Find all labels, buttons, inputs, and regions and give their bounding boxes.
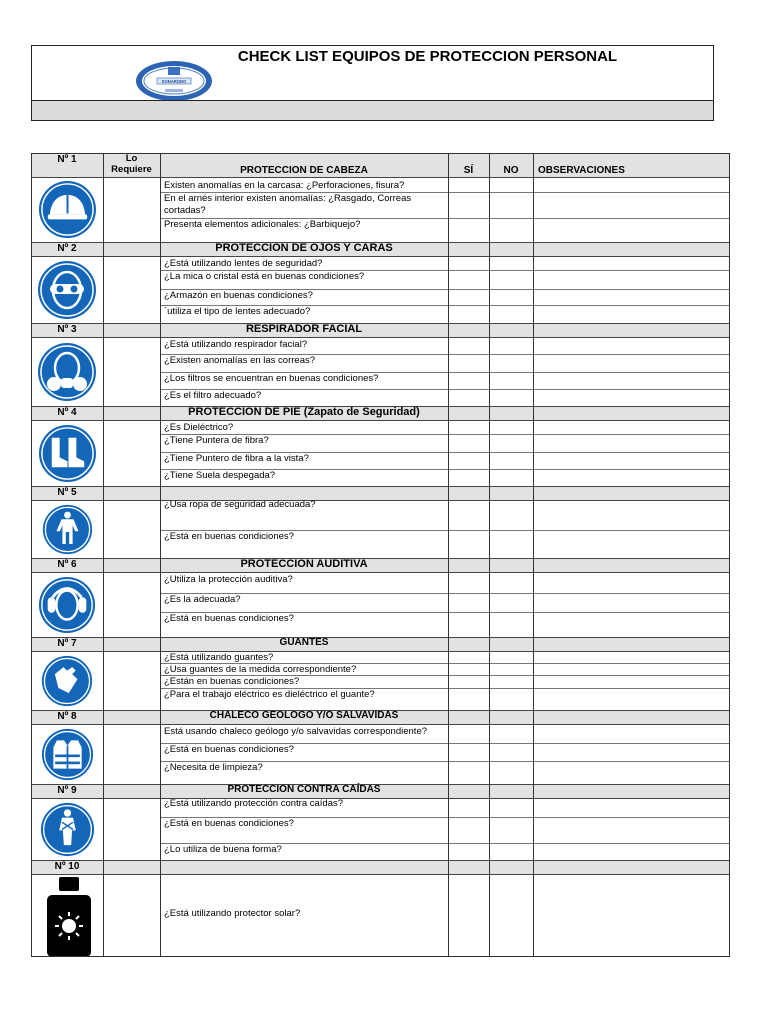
question-text: Existen anomalías en la carcasa: ¿Perforaciones, fisura? [164,180,405,191]
header-num: Nº 1 [57,154,77,165]
section-number: Nº 5 [57,487,77,498]
question-text: ¿Usa guantes de la medida correspondiente? [164,664,357,675]
question-text: Presenta elementos adicionales: ¿Barbiquejo? [164,219,361,230]
checklist-table [31,153,730,957]
section-number: Nº 6 [57,559,77,570]
column-divider [448,153,449,957]
column-divider [103,153,104,957]
section-number: Nº 10 [54,861,80,872]
company-logo [135,60,213,102]
question-text: ¿Está en buenas condiciones? [164,531,294,542]
question-text: ¿Es la adecuada? [164,594,241,605]
header-observations: OBSERVACIONES [538,165,625,176]
question-text: ¿Lo utiliza de buena forma? [164,844,282,855]
section-number: Nº 8 [57,711,77,722]
section-title: PROTECCION DE OJOS Y CARAS [215,242,393,254]
header-category: PROTECCION DE CABEZA [240,165,368,176]
question-text: ¿Es Dieléctrico? [164,422,234,433]
question-text: ´utiliza el tipo de lentes adecuado? [164,306,311,317]
section-title: RESPIRADOR FACIAL [245,323,363,335]
question-text: ¿La mica o cristal está en buenas condiciones? [164,271,365,282]
question-text: ¿Es el filtro adecuado? [164,390,262,401]
column-divider [533,153,534,957]
question-text: ¿Está utilizando guantes? [164,652,274,663]
section-title: GUANTES [279,637,329,648]
section-number: Nº 3 [57,324,77,335]
header-requires: Lo Requiere [111,153,152,175]
section-title: CHALECO GEOLOGO Y/O SALVAVIDAS [209,710,399,721]
question-text: ¿Tiene Puntero de fibra a la vista? [164,453,309,464]
question-text: ¿Los filtros se encuentran en buenas condiciones? [164,373,379,384]
question-text: ¿Está en buenas condiciones? [164,744,294,755]
question-text: ¿Tiene Puntera de fibra? [164,435,269,446]
header-bar [32,100,713,120]
question-text: ¿Tiene Suela despegada? [164,470,276,481]
question-text: Está usando chaleco geólogo y/o salvavidas correspondiente? [164,726,428,737]
section-number: Nº 4 [57,407,77,418]
question-text: ¿Está utilizando protección contra caídas? [164,798,344,809]
question-text: ¿Está utilizando lentes de seguridad? [164,258,323,269]
question-text: ¿Para el trabajo eléctrico es dieléctrico el guante? [164,689,375,700]
section-title: PROTECCION AUDITIVA [240,558,368,570]
section-title: PROTECCION DE PIE (Zapato de Seguridad) [188,406,420,418]
column-divider [160,153,161,957]
question-text: ¿Está utilizando protector solar? [164,908,301,919]
section-number: Nº 7 [57,638,77,649]
question-text: ¿Usa ropa de seguridad adecuada? [164,499,316,510]
section-number: Nº 2 [57,243,77,254]
header-no: NO [503,165,519,176]
question-text: ¿Está en buenas condiciones? [164,818,294,829]
document-title: CHECK LIST EQUIPOS DE PROTECCION PERSONAL [237,48,618,65]
question-text: ¿Están en buenas condiciones? [164,676,300,687]
question-text: ¿Está en buenas condiciones? [164,613,294,624]
column-divider [489,153,490,957]
document-header [31,45,714,121]
header-yes: SÍ [463,165,474,176]
question-text: En el arnés interior existen anomalías: ¿Rasgado, Correas cortadas? [164,193,412,216]
question-text: ¿Armazón en buenas condiciones? [164,290,313,301]
question-text: ¿Está utilizando respirador facial? [164,339,308,350]
section-number: Nº 9 [57,785,77,796]
question-text: ¿Utiliza la protección auditiva? [164,574,293,585]
question-text: ¿Existen anomalías en las correas? [164,355,316,366]
svg-text:SONARODO: SONARODO [161,79,187,84]
table-border [31,153,730,957]
question-text: ¿Necesita de limpieza? [164,762,263,773]
section-title: PROTECCION CONTRA CAÍDAS [227,784,381,795]
